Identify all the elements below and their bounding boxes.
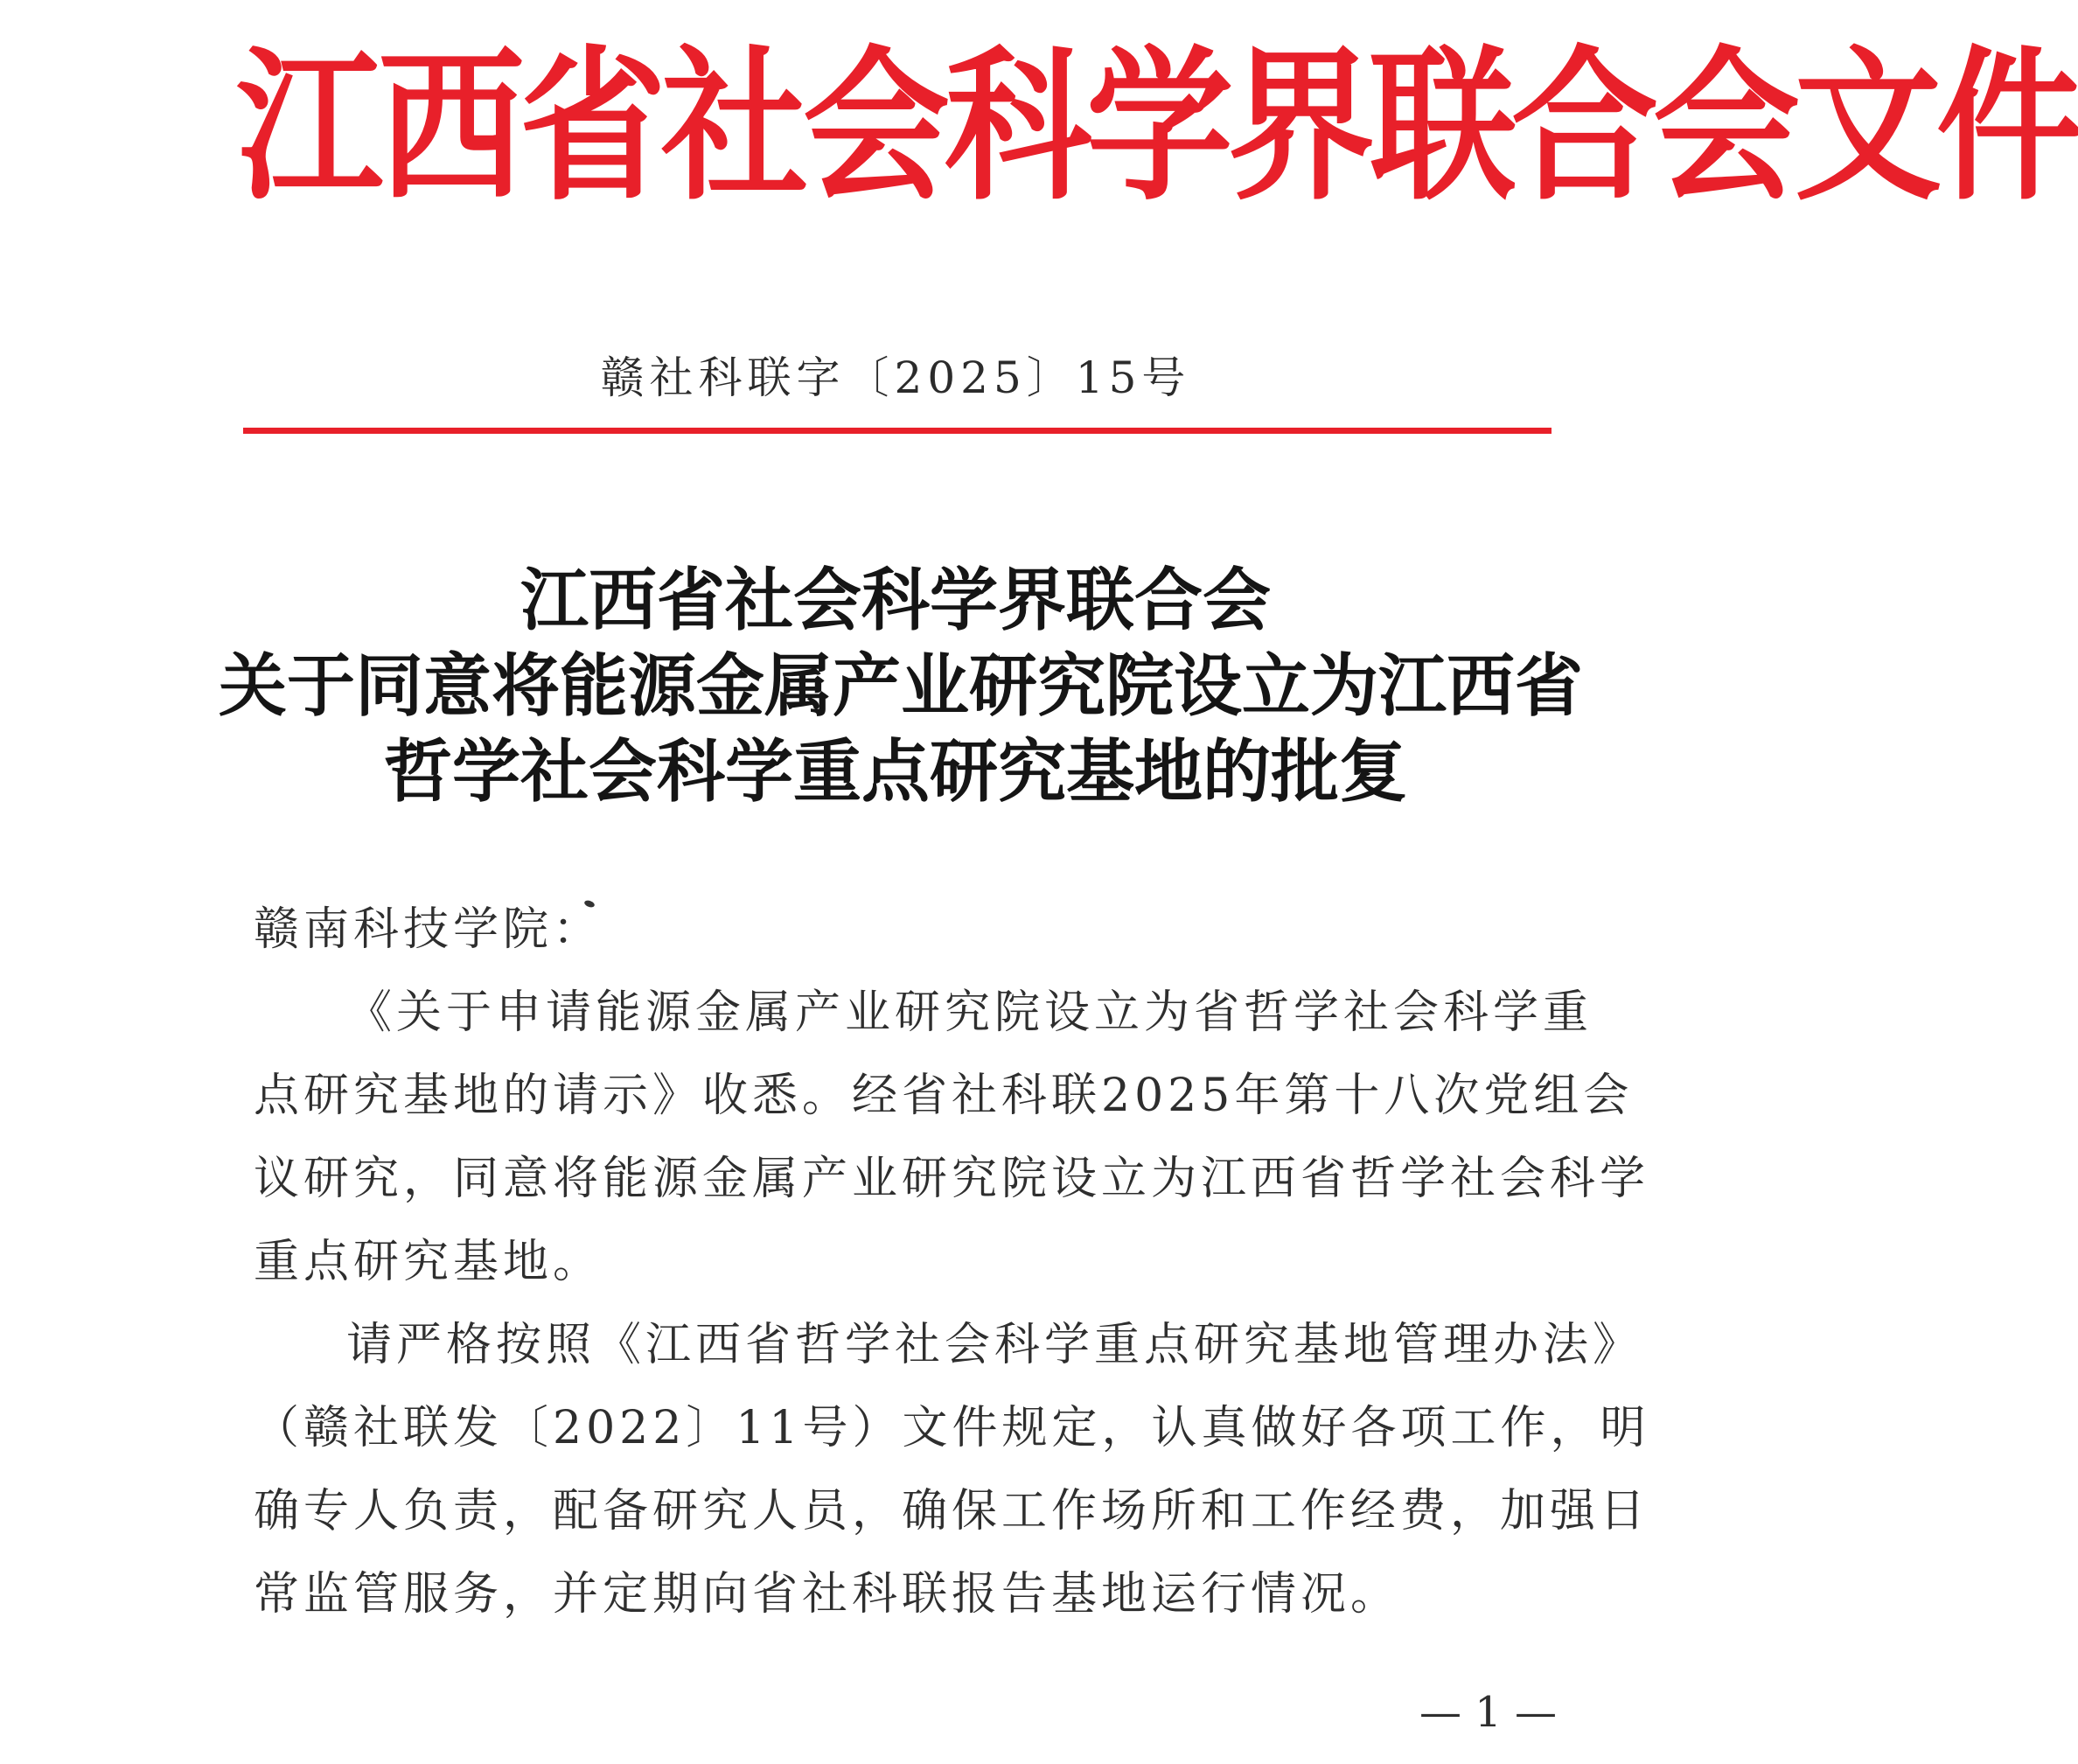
- paragraph-1-line-3: 议研究，同意将能源金属产业研究院设立为江西省哲学社会科学: [254, 1153, 1650, 1205]
- paragraph-2-line-2: （赣社联发〔2022〕11号）文件规定，认真做好各项工作，明: [254, 1402, 1650, 1454]
- paragraph-2-line-3: 确专人负责，配备研究人员，确保工作场所和工作经费，加强日: [254, 1485, 1650, 1537]
- title-line-3: 哲学社会科学重点研究基地的批复: [383, 732, 1407, 812]
- masthead-title: 江西省社会科学界联合会文件: [236, 31, 2078, 223]
- paragraph-1-line-2: 点研究基地的请示》收悉。经省社科联2025年第十八次党组会: [254, 1070, 1634, 1122]
- salutation: 赣南科技学院：: [254, 903, 603, 956]
- red-divider-line: [243, 428, 1552, 434]
- paragraph-1-line-4: 重点研究基地。: [254, 1236, 603, 1288]
- title-line-1: 江西省社会科学界联合会: [520, 561, 1271, 640]
- masthead: [236, 31, 2078, 223]
- title-line-2: 关于同意将能源金属产业研究院设立为江西省: [219, 646, 1584, 726]
- paragraph-2-line-1: 请严格按照《江西省哲学社会科学重点研究基地管理办法》: [346, 1319, 1643, 1371]
- paragraph-2-line-4: 常监管服务，并定期向省社科联报告基地运行情况。: [254, 1568, 1401, 1621]
- page-number: — 1 —: [1419, 1688, 1557, 1737]
- paragraph-1-line-1: 《关于申请能源金属产业研究院设立为省哲学社会科学重: [346, 987, 1593, 1039]
- document-number: 赣社科联字〔2025〕15号: [600, 352, 1191, 403]
- document-title: [219, 558, 1584, 815]
